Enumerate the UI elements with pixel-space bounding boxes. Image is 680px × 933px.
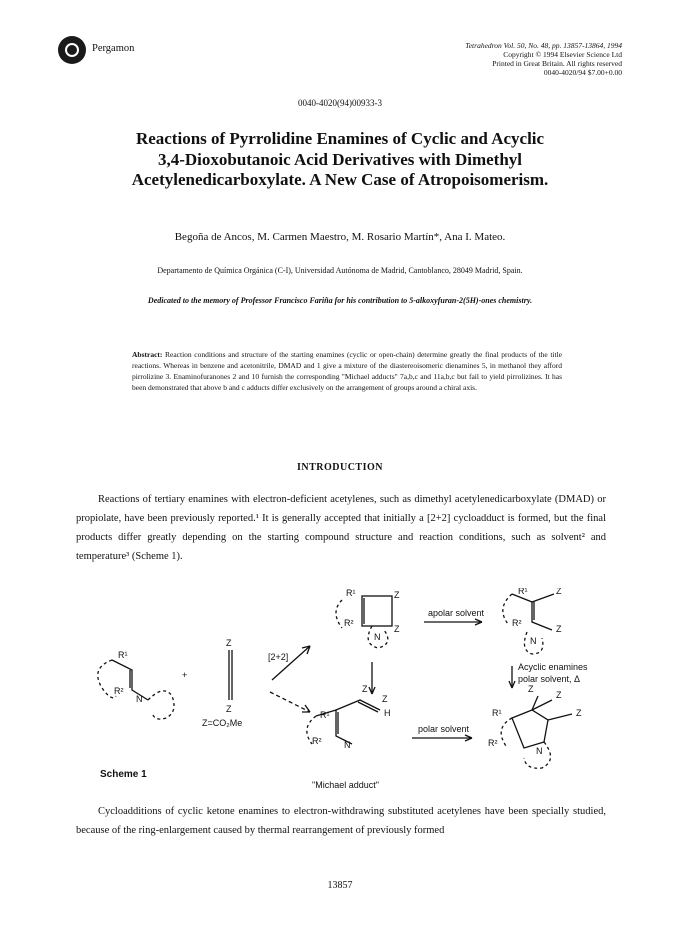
pyrr-z-1: Z — [528, 684, 534, 694]
dmad-z-bottom: Z — [226, 704, 232, 714]
acyclic-label-2: polar solvent, Δ — [518, 674, 581, 684]
pyrr-r1-label: R¹ — [492, 708, 502, 718]
michael-n-label: N — [344, 740, 351, 750]
z-definition: Z=CO₂Me — [202, 718, 243, 728]
start-n-label: N — [136, 694, 143, 704]
apolar-solvent-label: apolar solvent — [428, 608, 485, 618]
michael-z-top: Z — [362, 684, 368, 694]
pergamon-logo-icon — [58, 36, 86, 64]
acyclic-label-1: Acyclic enamines — [518, 662, 588, 672]
price-line: 0040-4020/94 $7.00+0.00 — [543, 68, 622, 77]
copyright-line: Copyright © 1994 Elsevier Science Ltd — [503, 50, 622, 59]
pyrr-r2-label: R² — [488, 738, 498, 748]
paper-title — [80, 129, 600, 191]
intro-paragraph-1: Reactions of tertiary enamines with electron-deficient acetylenes, such as dimethyl acetylenedicarboxylate (DMAD) or propiolate, have been previously reported.¹ It is generally accepted that initially a [2+2] cycloadduct is formed, but the final products differ greatly depending on the starting compound structure and reaction conditions, such as solvent² and temperature³ (Scheme 1). — [76, 494, 606, 562]
dmad-z-top: Z — [226, 638, 232, 648]
cb-n-label: N — [374, 632, 381, 642]
cb-r2-label: R² — [344, 618, 354, 628]
title-line-3: Acetylenedicarboxylate. A New Case of Atropoisomerism. — [131, 170, 549, 189]
cb-z-bottom: Z — [394, 624, 400, 634]
title-line-1: Reactions of Pyrrolidine Enamines of Cyclic and Acyclic — [135, 129, 545, 148]
cycloaddition-label: [2+2] — [268, 652, 289, 662]
michael-z-right: Z — [382, 694, 388, 704]
diene-r1-label: R¹ — [518, 588, 528, 596]
title-line-2: 3,4-Dioxobutanoic Acid Derivatives with Dimethyl — [157, 149, 523, 169]
publisher-name: Pergamon — [92, 43, 135, 54]
section-heading: INTRODUCTION — [296, 462, 383, 473]
page-number: 13857 — [327, 880, 353, 891]
abstract-text: Reaction conditions and structure of the starting enamines (cyclic or open-chain) determine greatly the final products of the title reactions. Whereas in benzene and acetonitrile, DMAD and 1 give a mixture of the diastereoisomeric dienamines 5, in methanol they afford pirrolizine 3. Enaminofuranones 2 and 10 furnish the corresponding "Michael adducts" 7a,b,c and 11a,b,c but fail to yield pirrolizines. It has been demonstrated that above b and c adducts differ exclusively on the arrangement of groups around a chiral axis. — [132, 350, 562, 392]
michael-adduct-label: "Michael adduct" — [312, 780, 379, 790]
scheme-label: Scheme 1 — [100, 769, 147, 780]
michael-r2-label: R² — [312, 736, 322, 746]
michael-h: H — [384, 708, 391, 718]
diene-z-top: Z — [556, 588, 562, 596]
diene-n-label: N — [530, 636, 537, 646]
abstract-label: Abstract: — [132, 350, 163, 359]
cb-z-top: Z — [394, 590, 400, 600]
michael-r1-label: R¹ — [320, 710, 330, 720]
affiliation: Departamento de Química Orgánica (C-I), Universidad Autónoma de Madrid, Cantoblanco, 28049 Madrid, Spain. — [157, 266, 523, 275]
authors: Begoña de Ancos, M. Carmen Maestro, M. Rosario Martín*, Ana I. Mateo. — [174, 231, 506, 243]
start-r2-label: R² — [114, 686, 124, 696]
abstract — [132, 349, 562, 393]
diene-r2-label: R² — [512, 618, 522, 628]
dedication: Dedicated to the memory of Professor Francisco Fariña for his contribution to 5-alkoxyfuran-2(5H)-ones chemistry. — [147, 296, 533, 305]
pyrr-z-2: Z — [556, 690, 562, 700]
journal-info — [322, 41, 622, 77]
cb-r1-label: R¹ — [346, 588, 356, 598]
pyrr-n-label: N — [536, 746, 543, 756]
doc-id: 0040-4020(94)00933-3 — [298, 98, 382, 108]
pyrr-z-3: Z — [576, 708, 582, 718]
polar-solvent-label: polar solvent — [418, 724, 470, 734]
plus-sign: + — [182, 670, 188, 680]
scheme-1-diagram — [72, 588, 612, 798]
journal-citation: Tetrahedron Vol. 50, No. 48, pp. 13857-13864, 1994 — [465, 41, 622, 50]
diene-z-bottom: Z — [556, 624, 562, 634]
start-r1-label: R¹ — [118, 650, 128, 660]
intro-paragraph-2: Cycloadditions of cyclic ketone enamines to electron-withdrawing substituted acetylenes have been specially studied, because of the ring-enlargement caused by thermal rearrangement of previously formed — [76, 806, 606, 836]
printed-line: Printed in Great Britain. All rights reserved — [492, 59, 622, 68]
